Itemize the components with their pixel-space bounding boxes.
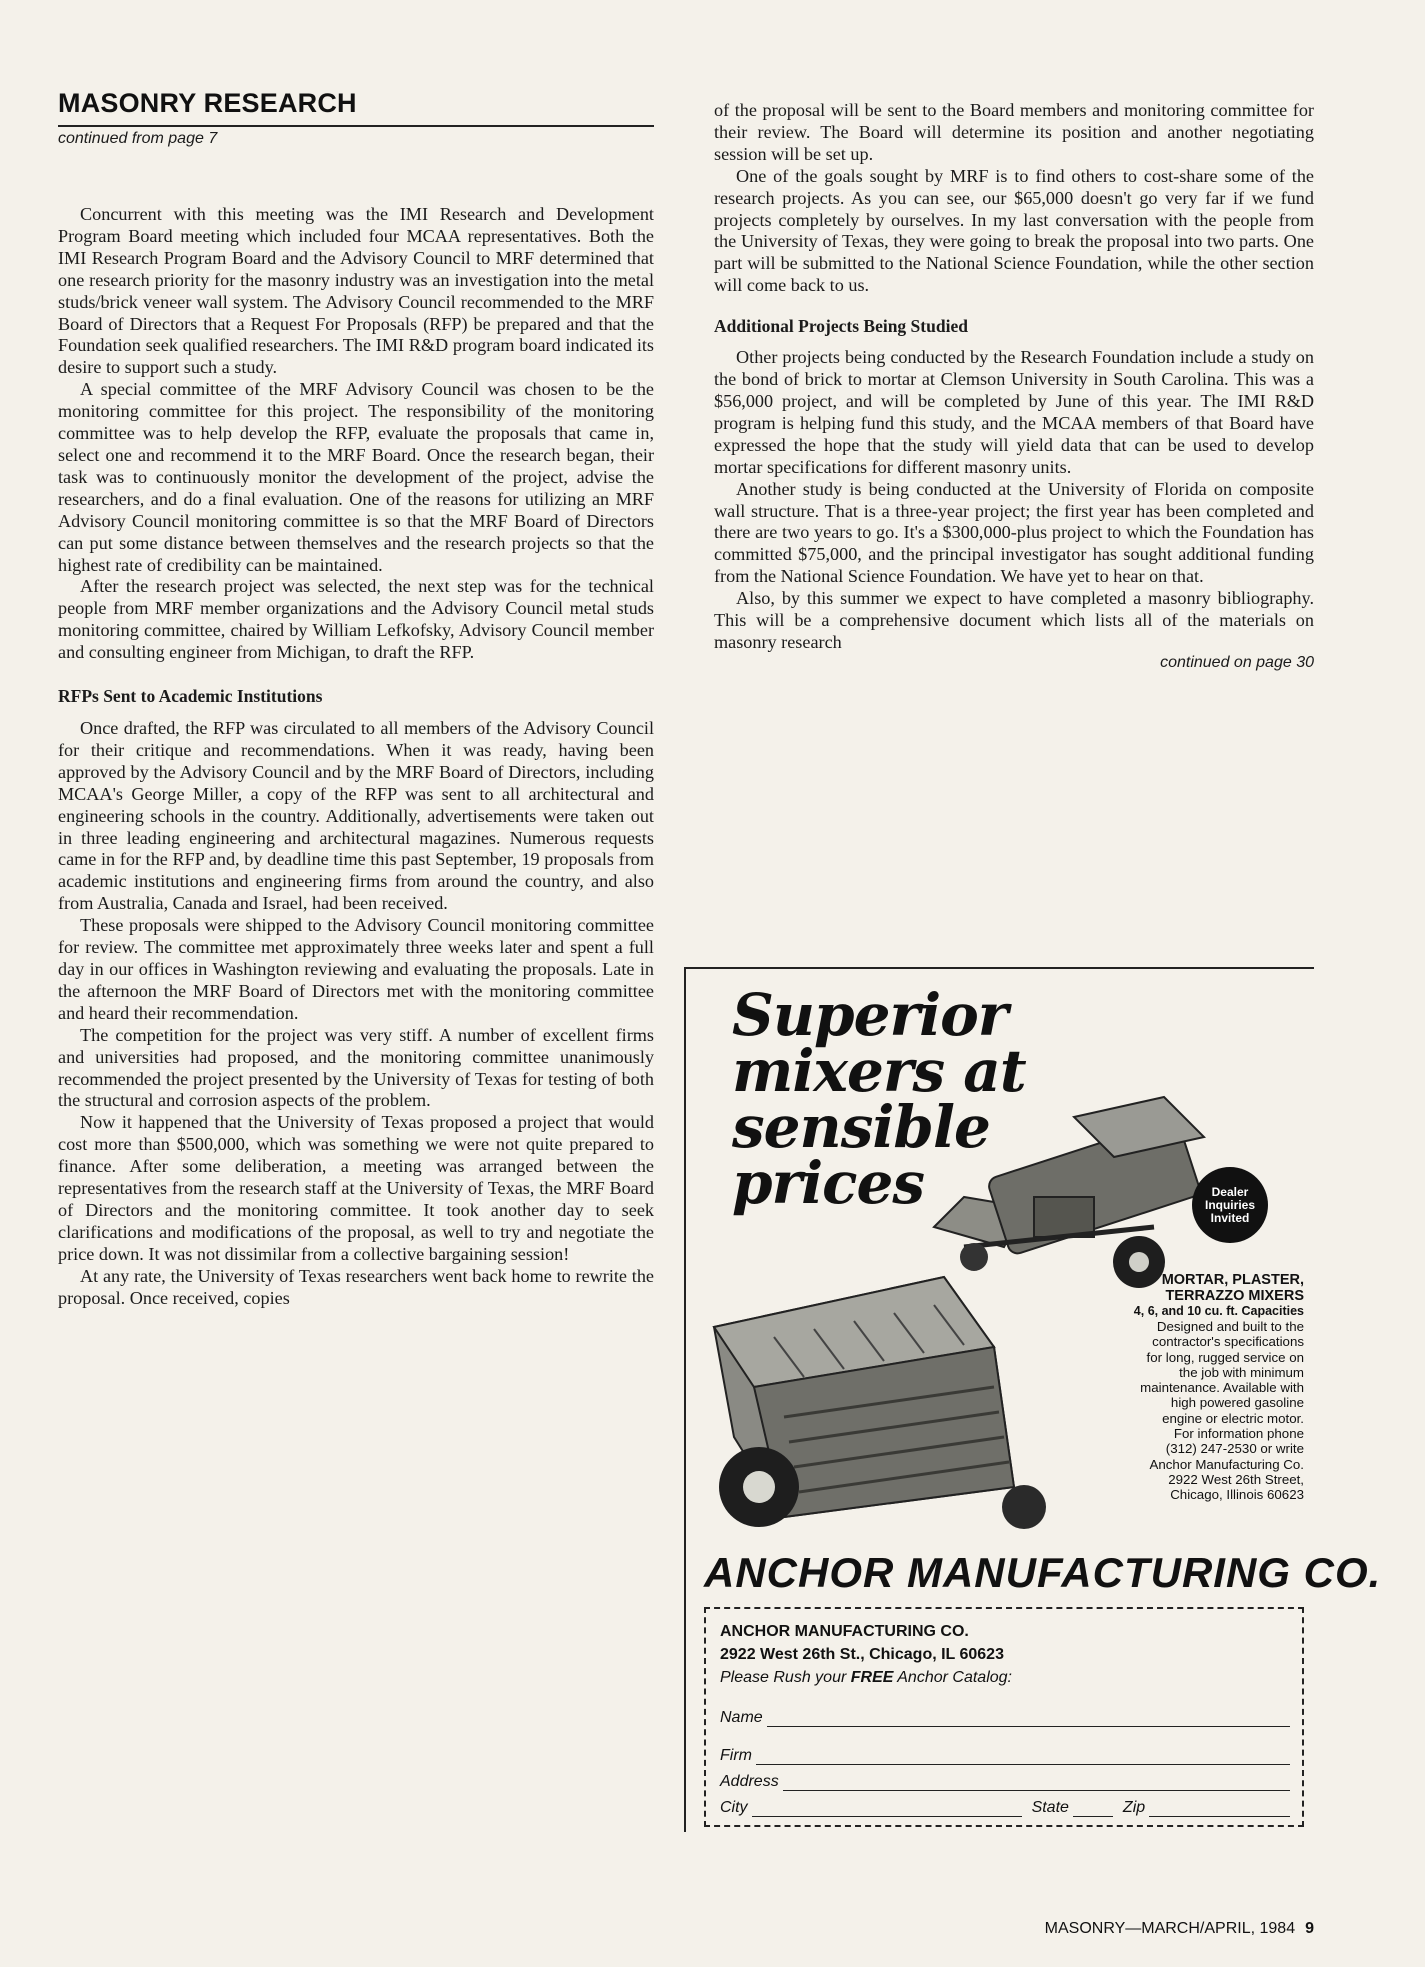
coupon-address-field[interactable] [720, 1773, 1290, 1791]
article-paragraph: After the research project was selected, the next step was for the technical people from MRF member organizations and the Advisory Council metal studs monitoring committee, chaired by William Lefkofsky, Advisory Council member and consulting engineer from Michigan, to draft the RFP. [58, 576, 654, 663]
ad-desc-line: Designed and built to the [1156, 1319, 1304, 1334]
continued-from-note: continued from page 7 [58, 130, 218, 147]
ad-desc-title: TERRAZZO MIXERS [1165, 1288, 1304, 1304]
ad-company-name: ANCHOR MANUFACTURING CO. [704, 1549, 1382, 1596]
page-title: MASONRY RESEARCH [58, 88, 357, 118]
article-paragraph: A special committee of the MRF Advisory Council was chosen to be the monitoring committee for this project. The responsibility of the monitoring committee was to help develop the RFP, evaluate the proposals that came in, select one and recommend it to the MRF Board. Once the research began, their task was to continuously monitor the development of the project, advise the researchers, and do a final evaluation. One of the reasons for utilizing an MRF Advisory Council monitoring committee is so that the MRF Board of Directors can put some distance between themselves and the research projects so that the highest rate of credibility can be maintained. [58, 379, 654, 575]
ad-headline-line: mixers at [732, 1037, 1026, 1105]
name-label: Name [720, 1709, 763, 1726]
advertisement [684, 967, 1382, 1832]
ad-left-rule [684, 967, 686, 1832]
ad-desc-line: Chicago, Illinois 60623 [1170, 1487, 1304, 1503]
ad-desc-line: 2922 West 26th Street, [1168, 1471, 1304, 1487]
ad-headline-line: sensible [732, 1093, 990, 1161]
article-paragraph: The competition for the project was very stiff. A number of excellent firms and universities had proposed, and the monitoring committee unanimously recommended the project presented by the University of Texas for testing of both the structural and corrosion aspects of the problem. [58, 1024, 654, 1111]
coupon-address: 2922 West 26th St., Chicago, IL 60623 [720, 1646, 1004, 1663]
coupon-prompt-post: Anchor Catalog: [893, 1669, 1012, 1686]
ad-desc-line: the job with minimum [1179, 1364, 1304, 1380]
ad-desc-line: contractor's specifications [1152, 1334, 1304, 1350]
footer-issue: MASONRY—MARCH/APRIL, 1984 [1044, 1920, 1296, 1937]
coupon-prompt-free: FREE [850, 1669, 894, 1686]
article-paragraph: Once drafted, the RFP was circulated to all members of the Advisory Council for their critique and recommendations. When it was ready, having been approved by the Advisory Council and by the MRF Board of Directors, including MCAA's George Miller, a copy of the RFP was sent to all architectural and engineering schools in the country. Additionally, advertisements were taken out in three leading engineering and architectural magazines. Numerous requests came in for the RFP and, by deadline time this past September, 19 proposals from academic institutions and engineering firms from around the country, and also from Australia, Canada and Israel, had been received. [58, 718, 654, 914]
dealer-badge [1192, 1167, 1268, 1243]
name-line[interactable] [767, 1712, 1290, 1727]
section-subhead: Additional Projects Being Studied [714, 316, 968, 337]
ad-top-rule [684, 967, 1314, 969]
coupon-city-field[interactable] [720, 1799, 1290, 1817]
ad-description [1074, 1272, 1304, 1503]
coupon-prompt-pre: Please Rush your [720, 1669, 851, 1686]
article-paragraph: At any rate, the University of Texas researchers went back home to rewrite the proposal. Once received, copies [58, 1265, 654, 1308]
page-number: 9 [1305, 1920, 1314, 1937]
coupon-firm-field[interactable] [720, 1747, 1290, 1765]
address-label: Address [720, 1773, 779, 1790]
zip-label: Zip [1122, 1799, 1146, 1816]
ad-desc-line: For information phone [1173, 1426, 1304, 1442]
city-label: City [720, 1799, 748, 1816]
firm-label: Firm [720, 1747, 752, 1764]
badge-line: Dealer [1211, 1184, 1249, 1199]
badge-line: Inquiries [1204, 1197, 1255, 1212]
article-paragraph: Also, by this summer we expect to have completed a masonry bibliography. This will be a comprehensive document which lists all of the materials on masonry research [714, 588, 1314, 652]
article-paragraph: Concurrent with this meeting was the IMI Research and Development Program Board meeting which included four MCAA representatives. Both the IMI Research Program Board and the Advisory Council to MRF determined that one research priority for the masonry industry was an investigation into the metal studs/brick veneer wall system. The Advisory Council recommended to the MRF Board of Directors that a Request For Proposals (RFP) be prepared and that the Foundation seek qualified researchers. The IMI R&D program board indicated its desire to support such a study. [58, 204, 654, 378]
article-paragraph: These proposals were shipped to the Advisory Council monitoring committee for review. The committee met approximately three weeks later and spent a full day in our offices in Washington reviewing and evaluating the proposals. Late in the afternoon the MRF Board of Directors met with the monitoring committee and heard their recommendation. [58, 915, 654, 1023]
article-paragraph: Other projects being conducted by the Research Foundation include a study on the bond of brick to mortar at Clemson University in South Carolina. This was a $56,000 project, and will be completed by June of this year. The IMI R&D program is helping fund this study, and the MCAA members of that Board have expressed the hope that the study will yield data that can be used to develop mortar specifications for different masonry units. [714, 347, 1314, 477]
ad-desc-line: for long, rugged service on [1146, 1349, 1304, 1365]
continued-on-note: continued on page 30 [1160, 653, 1314, 671]
ad-desc-line: engine or electric motor. [1162, 1410, 1304, 1426]
left-column [58, 88, 654, 1310]
coupon-prompt [720, 1669, 1012, 1687]
coupon-company: ANCHOR MANUFACTURING CO. [720, 1623, 969, 1640]
state-label: State [1031, 1799, 1069, 1816]
ad-headline-line: Superior [732, 981, 1008, 1049]
mixer-photo-large [694, 1237, 1084, 1547]
ad-desc-line: Anchor Manufacturing Co. [1149, 1456, 1304, 1472]
section-subhead: RFPs Sent to Academic Institutions [58, 686, 323, 707]
ad-desc-line: maintenance. Available with [1140, 1380, 1304, 1396]
ad-headline-line: prices [732, 1149, 925, 1217]
ad-desc-title: MORTAR, PLASTER, [1161, 1272, 1304, 1288]
state-line[interactable] [1073, 1802, 1113, 1817]
right-column [714, 100, 1314, 672]
article-paragraph: of the proposal will be sent to the Board members and monitoring committee for their review. The Board will determine its position and another negotiating session will be set up. [714, 100, 1314, 164]
coupon-name-field[interactable] [720, 1709, 1290, 1727]
zip-line[interactable] [1149, 1802, 1290, 1817]
city-line[interactable] [752, 1802, 1022, 1817]
title-rule [58, 125, 654, 127]
firm-line[interactable] [756, 1750, 1290, 1765]
page-footer [900, 1920, 1314, 1938]
ad-desc-line: (312) 247-2530 or write [1165, 1441, 1304, 1457]
address-line[interactable] [783, 1776, 1290, 1791]
article-paragraph: One of the goals sought by MRF is to find others to cost-share some of the research projects. As you can see, our $65,000 doesn't go very far if we fund projects completely by ourselves. In my last conversation with the people from the University of Texas, they were going to break the proposal into two parts. One part will be submitted to the National Science Foundation, while the other section will come back to us. [714, 165, 1314, 296]
badge-line: Invited [1210, 1210, 1250, 1225]
article-paragraph: Now it happened that the University of Texas proposed a project that would cost more than $500,000, which was something we were not quite prepared to finance. After some deliberation, a meeting was arranged between the representatives from the research staff at the University of Texas, the MRF Board of Directors and the monitoring committee. It took another day to seek clarifications and modifications of the proposal, as well to try and negotiate the price down. It was not dissimilar from a collective bargaining session! [58, 1112, 654, 1264]
ad-desc-line: high powered gasoline [1170, 1395, 1304, 1411]
article-paragraph: Another study is being conducted at the University of Florida on composite wall structure. That is a three-year project; the first year has been completed and there are two years to go. It's a $300,000-plus project to which the Foundation has committed $75,000, and the principal investigator has sought additional funding from the National Science Foundation. We have yet to hear on that. [714, 478, 1314, 587]
order-coupon [704, 1607, 1304, 1827]
ad-desc-capacity: 4, 6, and 10 cu. ft. Capacities [1133, 1304, 1304, 1318]
